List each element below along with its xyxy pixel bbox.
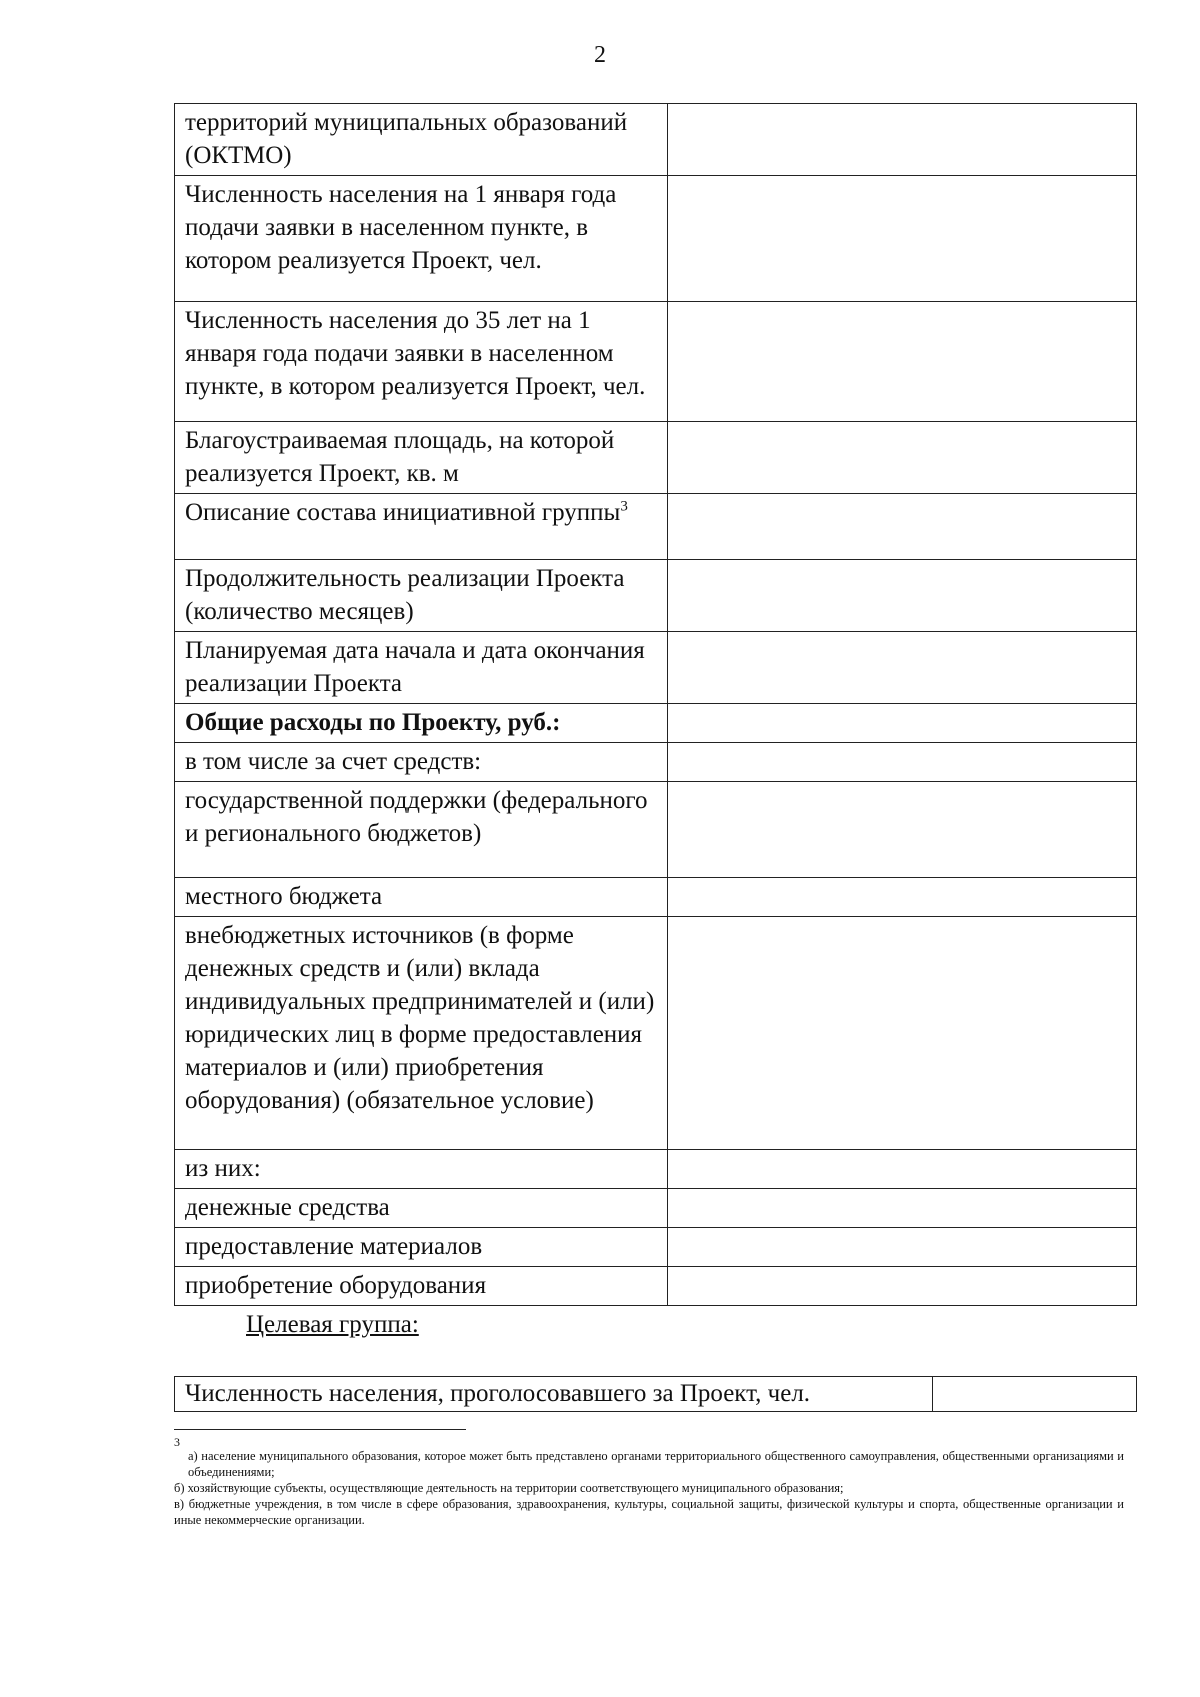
- row-value-local-budget[interactable]: [668, 878, 1137, 917]
- table-row: [175, 1228, 1137, 1267]
- table-row: [175, 494, 1137, 560]
- row-value-area[interactable]: [668, 422, 1137, 494]
- row-label-initiative-group: [175, 494, 668, 560]
- table-row: [175, 1150, 1137, 1189]
- footnote-line-b: б) хозяйствующие субъекты, осуществляющие деятельность на территории соответствующего муниципального образования;: [174, 1481, 844, 1495]
- row-label-including: в том числе за счет средств:: [175, 743, 668, 782]
- table-row: [175, 782, 1137, 878]
- table-row: [175, 560, 1137, 632]
- row-value-equipment[interactable]: [668, 1267, 1137, 1306]
- target-group-label: Численность населения, проголосовавшего за Проект, чел.: [175, 1377, 933, 1412]
- table-row: [175, 743, 1137, 782]
- row-label-materials: предоставление материалов: [175, 1228, 668, 1267]
- row-label-youth-population: Численность населения до 35 лет на 1 января года подачи заявки в населенном пункте, в котором реализуется Проект, чел.: [175, 302, 668, 422]
- row-label-extrabudgetary: внебюджетных источников (в форме денежных средств и (или) вклада индивидуальных предпринимателей и (или) юридических лиц в форме предоставления материалов и (или) приобретения оборудования) (обязательное условие): [175, 917, 668, 1150]
- table-row: [175, 1189, 1137, 1228]
- row-label-equipment: приобретение оборудования: [175, 1267, 668, 1306]
- row-label-local-budget: местного бюджета: [175, 878, 668, 917]
- row-value-population[interactable]: [668, 176, 1137, 302]
- footnote-reference: 3: [620, 498, 628, 515]
- row-label-population: Численность населения на 1 января года подачи заявки в населенном пункте, в котором реализуется Проект, чел.: [175, 176, 668, 302]
- footnote-line-a: а) население муниципального образования, которое может быть представлено органами территориального общественного самоуправления, общественными организациями и объединениями;: [188, 1449, 1124, 1479]
- row-label-duration: Продолжительность реализации Проекта (количество месяцев): [175, 560, 668, 632]
- project-info-table: [174, 103, 1137, 1306]
- footnote-separator: [174, 1429, 466, 1430]
- row-value-extrabudgetary[interactable]: [668, 917, 1137, 1150]
- footnote-number: 3: [174, 1435, 180, 1449]
- initiative-group-label-text: Описание состава инициативной группы: [185, 499, 621, 526]
- row-label-area: Благоустраиваемая площадь, на которой реализуется Проект, кв. м: [175, 422, 668, 494]
- page-number: 2: [594, 42, 606, 68]
- table-row: [175, 917, 1137, 1150]
- row-value-materials[interactable]: [668, 1228, 1137, 1267]
- target-group-value[interactable]: [933, 1377, 1137, 1412]
- table-row: [175, 422, 1137, 494]
- footnotes: [174, 1436, 1124, 1528]
- row-value-oktmo[interactable]: [668, 104, 1137, 176]
- target-group-heading: Целевая группа:: [246, 1311, 419, 1338]
- row-value-including[interactable]: [668, 743, 1137, 782]
- table-row: [175, 1267, 1137, 1306]
- table-row: [175, 704, 1137, 743]
- target-group-table: [174, 1376, 1137, 1412]
- footnote-line-c: в) бюджетные учреждения, в том числе в сфере образования, здравоохранения, культуры, социальной защиты, физической культуры и спорта, общественные организации и иные некоммерческие организации.: [174, 1497, 1124, 1527]
- table-row: [175, 302, 1137, 422]
- row-value-youth-population[interactable]: [668, 302, 1137, 422]
- row-label-oktmo: территорий муниципальных образований (ОКТМО): [175, 104, 668, 176]
- table-row: [175, 878, 1137, 917]
- row-label-dates: Планируемая дата начала и дата окончания реализации Проекта: [175, 632, 668, 704]
- row-label-state-support: государственной поддержки (федерального и регионального бюджетов): [175, 782, 668, 878]
- table-row: [175, 104, 1137, 176]
- row-value-total-expenses[interactable]: [668, 704, 1137, 743]
- row-value-state-support[interactable]: [668, 782, 1137, 878]
- table-row: [175, 1377, 1137, 1412]
- row-value-of-them[interactable]: [668, 1150, 1137, 1189]
- table-row: [175, 632, 1137, 704]
- table-row: [175, 176, 1137, 302]
- row-value-dates[interactable]: [668, 632, 1137, 704]
- row-label-of-them: из них:: [175, 1150, 668, 1189]
- row-label-cash: денежные средства: [175, 1189, 668, 1228]
- row-label-total-expenses: Общие расходы по Проекту, руб.:: [175, 704, 668, 743]
- row-value-duration[interactable]: [668, 560, 1137, 632]
- row-value-initiative-group[interactable]: [668, 494, 1137, 560]
- row-value-cash[interactable]: [668, 1189, 1137, 1228]
